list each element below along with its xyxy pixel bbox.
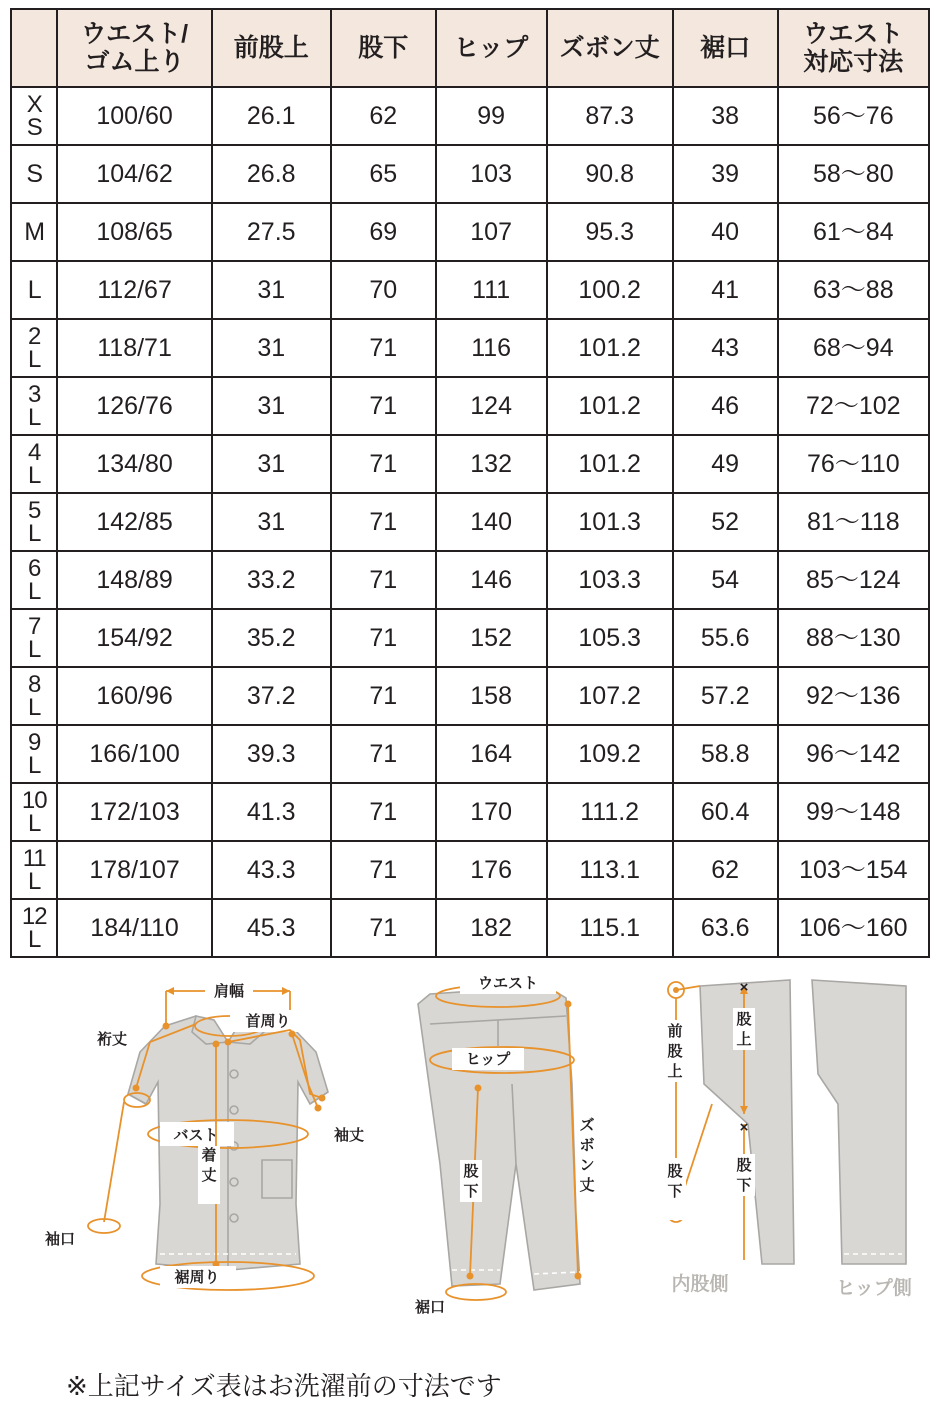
table-row	[11, 551, 929, 609]
waist-correspond-cell: 99〜148	[778, 783, 929, 841]
front-rise-cell: 31	[212, 261, 331, 319]
label-inner-side: 内股側	[671, 1274, 729, 1295]
label-waist: ウエスト	[477, 975, 539, 992]
hip-cell: 140	[436, 493, 547, 551]
hip-cell: 116	[436, 319, 547, 377]
jacket-diagram	[45, 978, 364, 1290]
header-waist-correspond	[778, 9, 929, 87]
size-label-line1: 11	[22, 844, 46, 872]
inseam-cell: 71	[331, 377, 436, 435]
header-waist-line2: ゴム上り	[84, 48, 185, 76]
label-hem-opening: 裾口	[414, 1299, 446, 1316]
size-label-line2: L	[28, 404, 41, 431]
waist-cell: 172/103	[57, 783, 211, 841]
pants-length-cell: 101.3	[547, 493, 673, 551]
inseam-cell: 62	[331, 87, 436, 145]
waist-cell: 154/92	[57, 609, 211, 667]
inseam-cell: 71	[331, 551, 436, 609]
header-inseam: 股下	[331, 9, 436, 87]
front-rise-cell: 31	[212, 319, 331, 377]
waist-cell: 160/96	[57, 667, 211, 725]
header-waist-line1: ウエスト/	[81, 20, 189, 48]
table-row	[11, 667, 929, 725]
waist-correspond-cell: 68〜94	[778, 319, 929, 377]
inseam-cell: 65	[331, 145, 436, 203]
size-label-cell	[11, 377, 57, 435]
table-row	[11, 377, 929, 435]
diagram-svg	[0, 964, 940, 1364]
size-label-line2: L	[28, 462, 41, 489]
label-hip-side: ヒップ側	[836, 1278, 912, 1299]
hip-cell: 103	[436, 145, 547, 203]
waist-cell: 108/65	[57, 203, 211, 261]
pants-length-cell: 101.2	[547, 435, 673, 493]
pants-length-cell: 109.2	[547, 725, 673, 783]
hem-cell: 55.6	[673, 609, 778, 667]
hem-cell: 46	[673, 377, 778, 435]
hem-cell: 58.8	[673, 725, 778, 783]
hem-cell: 60.4	[673, 783, 778, 841]
hip-cell: 132	[436, 435, 547, 493]
size-label-line1: 10	[21, 786, 47, 814]
pants-length-cell: 103.3	[547, 551, 673, 609]
inseam-cell: 71	[331, 319, 436, 377]
inseam-cell: 71	[331, 725, 436, 783]
label-front-rise-2: 股	[667, 1043, 683, 1060]
size-label-line2: L	[28, 810, 41, 837]
waist-cell: 134/80	[57, 435, 211, 493]
hem-cell: 38	[673, 87, 778, 145]
label-body-length-2: 丈	[201, 1167, 217, 1184]
front-rise-cell: 39.3	[212, 725, 331, 783]
label-detail-inseam-2: 下	[667, 1183, 683, 1200]
hem-cell: 54	[673, 551, 778, 609]
size-label-cell: S	[11, 145, 57, 203]
label-pants-length-3: ン	[579, 1157, 595, 1174]
label-body-length: 着	[201, 1147, 217, 1164]
label-neck: 首周り	[245, 1013, 291, 1030]
waist-correspond-cell: 96〜142	[778, 725, 929, 783]
hem-cell: 62	[673, 841, 778, 899]
label-detail-inseam-right-1: 股	[736, 1157, 752, 1174]
label-inseam-1: 股	[463, 1163, 479, 1180]
front-rise-cell: 35.2	[212, 609, 331, 667]
pants-length-cell: 90.8	[547, 145, 673, 203]
waist-correspond-cell: 88〜130	[778, 609, 929, 667]
size-label-line1: 2	[28, 322, 41, 350]
label-detail-inseam-right-2: 下	[736, 1177, 752, 1194]
header-waist	[57, 9, 211, 87]
size-table-header	[11, 9, 929, 87]
size-table-body	[11, 87, 929, 957]
label-yuki: 裄丈	[96, 1031, 128, 1048]
waist-cell: 112/67	[57, 261, 211, 319]
size-label-line2: L	[28, 346, 41, 373]
footnote-text: ※上記サイズ表はお洗濯前の寸法です	[66, 1371, 502, 1401]
front-rise-cell: 26.8	[212, 145, 331, 203]
waist-cell: 142/85	[57, 493, 211, 551]
front-rise-cell: 31	[212, 493, 331, 551]
pants-length-cell: 95.3	[547, 203, 673, 261]
size-label-cell	[11, 899, 57, 957]
label-rise-2: 上	[736, 1031, 752, 1048]
size-label-cell	[11, 435, 57, 493]
label-bust: バスト	[173, 1127, 219, 1144]
pants-length-cell: 107.2	[547, 667, 673, 725]
waist-correspond-cell: 61〜84	[778, 203, 929, 261]
size-label-cell	[11, 493, 57, 551]
size-label-line1: 3	[28, 380, 41, 408]
front-rise-cell: 26.1	[212, 87, 331, 145]
hem-cell: 43	[673, 319, 778, 377]
label-pants-length-4: 丈	[579, 1177, 595, 1194]
inseam-cell: 71	[331, 435, 436, 493]
hip-cell: 164	[436, 725, 547, 783]
pants-length-cell: 87.3	[547, 87, 673, 145]
header-front-rise: 前股上	[212, 9, 331, 87]
size-label-cell: L	[11, 261, 57, 319]
size-label-line2: L	[28, 578, 41, 605]
label-front-rise-3: 上	[667, 1063, 683, 1080]
table-row	[11, 203, 929, 261]
inseam-cell: 71	[331, 667, 436, 725]
size-label-cell	[11, 841, 57, 899]
waist-correspond-cell: 103〜154	[778, 841, 929, 899]
inseam-cell: 71	[331, 783, 436, 841]
rise-detail-diagram	[664, 979, 912, 1299]
hip-cell: 176	[436, 841, 547, 899]
mark-x-2: ×	[739, 1119, 749, 1136]
waist-cell: 166/100	[57, 725, 211, 783]
waist-correspond-cell: 85〜124	[778, 551, 929, 609]
waist-cell: 100/60	[57, 87, 211, 145]
pants-length-cell: 115.1	[547, 899, 673, 957]
header-pants-length: ズボン丈	[547, 9, 673, 87]
hem-cell: 52	[673, 493, 778, 551]
pants-length-cell: 113.1	[547, 841, 673, 899]
size-label-line2: L	[28, 694, 41, 721]
front-rise-cell: 43.3	[212, 841, 331, 899]
header-hem: 裾口	[673, 9, 778, 87]
table-row	[11, 145, 929, 203]
size-label-cell	[11, 783, 57, 841]
pants-length-cell: 105.3	[547, 609, 673, 667]
size-label-line2: S	[26, 114, 42, 141]
header-hip: ヒップ	[436, 9, 547, 87]
hip-cell: 146	[436, 551, 547, 609]
waist-cell: 126/76	[57, 377, 211, 435]
hem-cell: 57.2	[673, 667, 778, 725]
pants-length-cell: 111.2	[547, 783, 673, 841]
label-pants-length-1: ズ	[579, 1117, 595, 1134]
pants-diagram	[414, 972, 598, 1316]
waist-correspond-cell: 63〜88	[778, 261, 929, 319]
hem-cell: 41	[673, 261, 778, 319]
hip-cell: 170	[436, 783, 547, 841]
table-row	[11, 899, 929, 957]
hip-cell: 99	[436, 87, 547, 145]
size-label-cell	[11, 87, 57, 145]
pants-length-cell: 100.2	[547, 261, 673, 319]
size-label-line1: 7	[28, 612, 41, 640]
size-label-line2: L	[28, 752, 41, 779]
table-row	[11, 725, 929, 783]
size-label-cell: M	[11, 203, 57, 261]
front-rise-cell: 45.3	[212, 899, 331, 957]
label-front-rise-1: 前	[667, 1023, 683, 1040]
label-hem-circumference: 裾周り	[174, 1269, 220, 1286]
hem-cell: 39	[673, 145, 778, 203]
measurement-diagrams	[0, 964, 940, 1401]
waist-correspond-cell: 92〜136	[778, 667, 929, 725]
inseam-cell: 71	[331, 609, 436, 667]
table-row	[11, 319, 929, 377]
table-row	[11, 87, 929, 145]
size-label-cell	[11, 667, 57, 725]
table-row	[11, 493, 929, 551]
hip-cell: 111	[436, 261, 547, 319]
size-label-cell	[11, 609, 57, 667]
size-label-cell	[11, 725, 57, 783]
size-label-cell	[11, 551, 57, 609]
size-label-line2: L	[28, 868, 41, 895]
size-label-cell	[11, 319, 57, 377]
waist-cell: 184/110	[57, 899, 211, 957]
label-rise-1: 股	[736, 1011, 752, 1028]
front-rise-cell: 31	[212, 377, 331, 435]
size-label-line1: 4	[28, 438, 41, 466]
hem-cell: 63.6	[673, 899, 778, 957]
label-detail-inseam-1: 股	[667, 1163, 683, 1180]
front-rise-cell: 41.3	[212, 783, 331, 841]
waist-cell: 118/71	[57, 319, 211, 377]
size-label-line1: 9	[28, 728, 41, 756]
pants-length-cell: 101.2	[547, 377, 673, 435]
inseam-cell: 71	[331, 899, 436, 957]
size-label-line1: 6	[28, 554, 41, 582]
hip-cell: 107	[436, 203, 547, 261]
hem-cell: 40	[673, 203, 778, 261]
label-cuff: 袖口	[44, 1231, 76, 1248]
inseam-cell: 70	[331, 261, 436, 319]
size-label-line2: L	[28, 636, 41, 663]
waist-correspond-cell: 76〜110	[778, 435, 929, 493]
label-inseam-2: 下	[463, 1183, 479, 1200]
size-label-line1: 12	[21, 902, 47, 930]
table-row	[11, 783, 929, 841]
front-rise-cell: 31	[212, 435, 331, 493]
waist-correspond-cell: 56〜76	[778, 87, 929, 145]
table-row	[11, 841, 929, 899]
inseam-cell: 71	[331, 841, 436, 899]
header-corr-line2: 対応寸法	[803, 48, 904, 76]
hip-cell: 124	[436, 377, 547, 435]
waist-correspond-cell: 106〜160	[778, 899, 929, 957]
label-shoulder-width: 肩幅	[213, 983, 245, 1000]
table-row	[11, 435, 929, 493]
hip-cell: 158	[436, 667, 547, 725]
header-corner	[11, 9, 57, 87]
waist-correspond-cell: 72〜102	[778, 377, 929, 435]
hip-cell: 152	[436, 609, 547, 667]
label-hip: ヒップ	[465, 1051, 511, 1068]
table-row	[11, 609, 929, 667]
size-label-line1: X	[26, 90, 42, 118]
table-row	[11, 261, 929, 319]
front-rise-cell: 37.2	[212, 667, 331, 725]
front-rise-cell: 33.2	[212, 551, 331, 609]
size-label-line2: L	[28, 926, 41, 953]
inseam-cell: 69	[331, 203, 436, 261]
label-sleeve-length: 袖丈	[333, 1127, 365, 1144]
size-label-line1: 5	[28, 496, 41, 524]
size-label-line2: L	[28, 520, 41, 547]
header-corr-line1: ウエスト	[803, 20, 904, 48]
inseam-cell: 71	[331, 493, 436, 551]
waist-correspond-cell: 58〜80	[778, 145, 929, 203]
size-table	[10, 8, 930, 958]
waist-cell: 178/107	[57, 841, 211, 899]
waist-cell: 104/62	[57, 145, 211, 203]
label-pants-length-2: ボ	[579, 1137, 595, 1154]
mark-x-1: ×	[739, 979, 749, 996]
hem-cell: 49	[673, 435, 778, 493]
size-label-line1: 8	[28, 670, 41, 698]
pants-length-cell: 101.2	[547, 319, 673, 377]
waist-correspond-cell: 81〜118	[778, 493, 929, 551]
header-row	[11, 9, 929, 87]
front-rise-cell: 27.5	[212, 203, 331, 261]
hip-cell: 182	[436, 899, 547, 957]
waist-cell: 148/89	[57, 551, 211, 609]
